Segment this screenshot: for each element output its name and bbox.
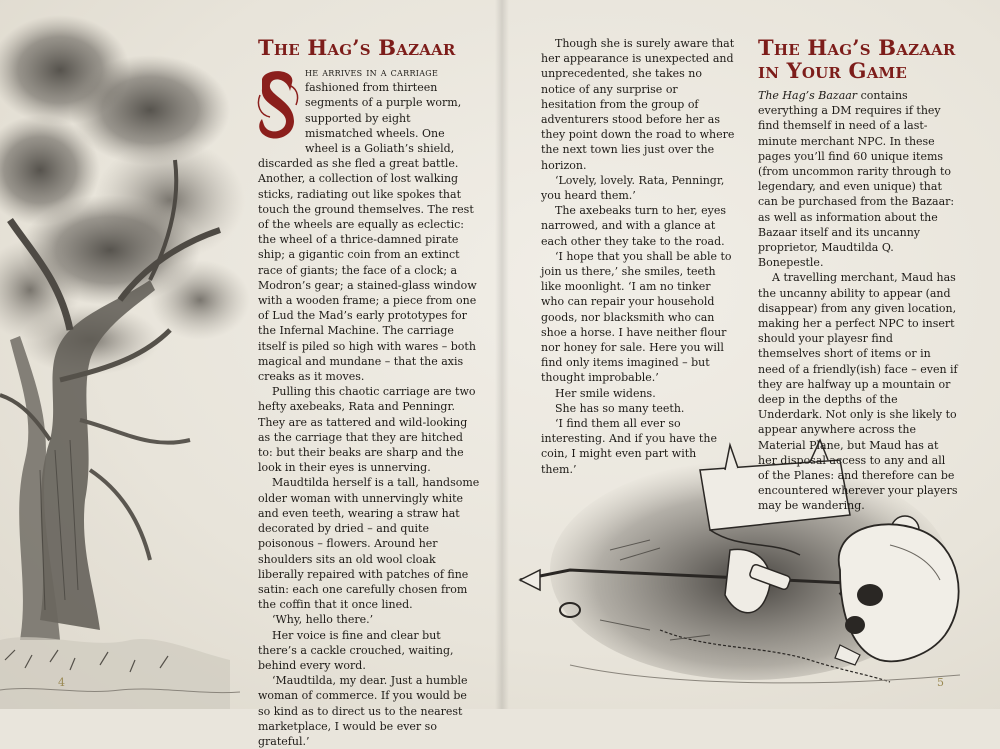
middle-para-0: Though she is surely aware that her appearance is unexpected and unprecedented, she takes no notice of any surprise or hesitation from the group of adventurers stood before her as they point down the road to where the next town lies just over the horizon.: [541, 37, 735, 172]
right-para-0: The Hag’s Bazaar contains everything a DM requires if they find themself in need of a last-minute merchant NPC. In these pages you’ll find 60 unique items (from uncommon rarity through to legendary, and even unique) that can be purchased from the Bazaar: as well as information about the Bazaar itself and its uncanny proprietor, Maudtilda Q. Bonepestle.: [758, 89, 955, 270]
left-para-2: Maudtilda herself is a tall, handsome older woman with unnervingly white and even teeth, wearing a straw hat decorated by dried – and quite poisonous – flowers. Around her shoulders sits an old wool cloak liberally repaired with patches of fine satin: each one carefully chosen from the coffin that it once lined.: [258, 476, 480, 612]
left-para-0: he arrives in a carriage fashioned from thirteen segments of a purple worm, supported by eight mismatched wheels. One wheel is a Goliath’s shield, discarded as she fled a great battle. Another, a collection of lost walking sticks, radiating out like spokes that touch the ground themselves. The rest of the wheels are equally as eclectic: the wheel of a thrice-damned pirate ship; a gigantic coin from an extinct race of giants; the face of a clock; a Modron’s gear; a stained-glass window with a wooden frame; a piece from one of Lud the Mad’s early prototypes for the Infernal Machine. The carriage itself is piled so high with wares – both magical and mundane – that the axis creaks as it moves.: [258, 66, 477, 384]
page-gutter: [495, 0, 509, 709]
middle-para-1: ‘Lovely, lovely. Rata, Penningr, you heard them.’: [541, 173, 725, 203]
left-para-1: Pulling this chaotic carriage are two hefty axebeaks, Rata and Penningr. They are as tattered and wild-looking as the carriage that they are hitched to: but their beaks are sharp and the look in their eyes is unnerving.: [258, 385, 476, 475]
middle-para-4: Her smile widens.: [555, 386, 656, 400]
page-number-left: 4: [58, 676, 65, 689]
middle-para-6: ‘I find them all ever so interesting. And if you have the coin, I might even part with them.’: [541, 417, 717, 476]
left-para-5: ‘Maudtilda, my dear. Just a humble woman of commerce. If you would be so kind as to direct us to the nearest marketplace, I would be ever so grateful.’: [258, 674, 468, 748]
tree-illustration: [0, 0, 250, 709]
middle-para-2: The axebeaks turn to her, eyes narrowed, and with a glance at each other they take to the road.: [541, 204, 727, 248]
right-heading: The Hag’s Bazaar in Your Game: [758, 35, 956, 83]
left-column: [258, 36, 480, 749]
dropcap-s: [256, 65, 300, 143]
right-column: [758, 36, 958, 514]
left-para-3: ‘Why, hello there.’: [272, 613, 374, 627]
book-title-em: The Hag’s Bazaar: [758, 89, 858, 102]
right-para-1: A travelling merchant, Maud has the uncanny ability to appear (and disappear) from any given location, making her a perfect NPC to insert should your playesr find themselves short of items or in need of a friendly(ish) face – even if they are halfway up a mountain or deep in the depths of the Underdark. Not only is she likely to appear anywhere across the Material Plane, but Maud has at her disposal access to any and all of the Planes: and therefore can be encountered wherever your players may be wandering.: [758, 271, 958, 513]
page-number-right: 5: [937, 676, 944, 689]
middle-para-5: She has so many teeth.: [555, 401, 685, 415]
left-heading: The Hag’s Bazaar: [258, 35, 456, 60]
lead-in: he arrives in a carriage: [305, 66, 439, 79]
middle-column: [541, 36, 735, 477]
left-para-4: Her voice is fine and clear but there’s a cackle crouched, waiting, behind every word.: [258, 628, 454, 672]
middle-para-3: ‘I hope that you shall be able to join us there,’ she smiles, teeth like moonlight. ‘I am no tinker who can repair your household goods, nor blacksmith who can shoe a horse. I have neither flour nor honey for sale. Here you will find only items imagined – but thought improbable.’: [541, 249, 732, 385]
